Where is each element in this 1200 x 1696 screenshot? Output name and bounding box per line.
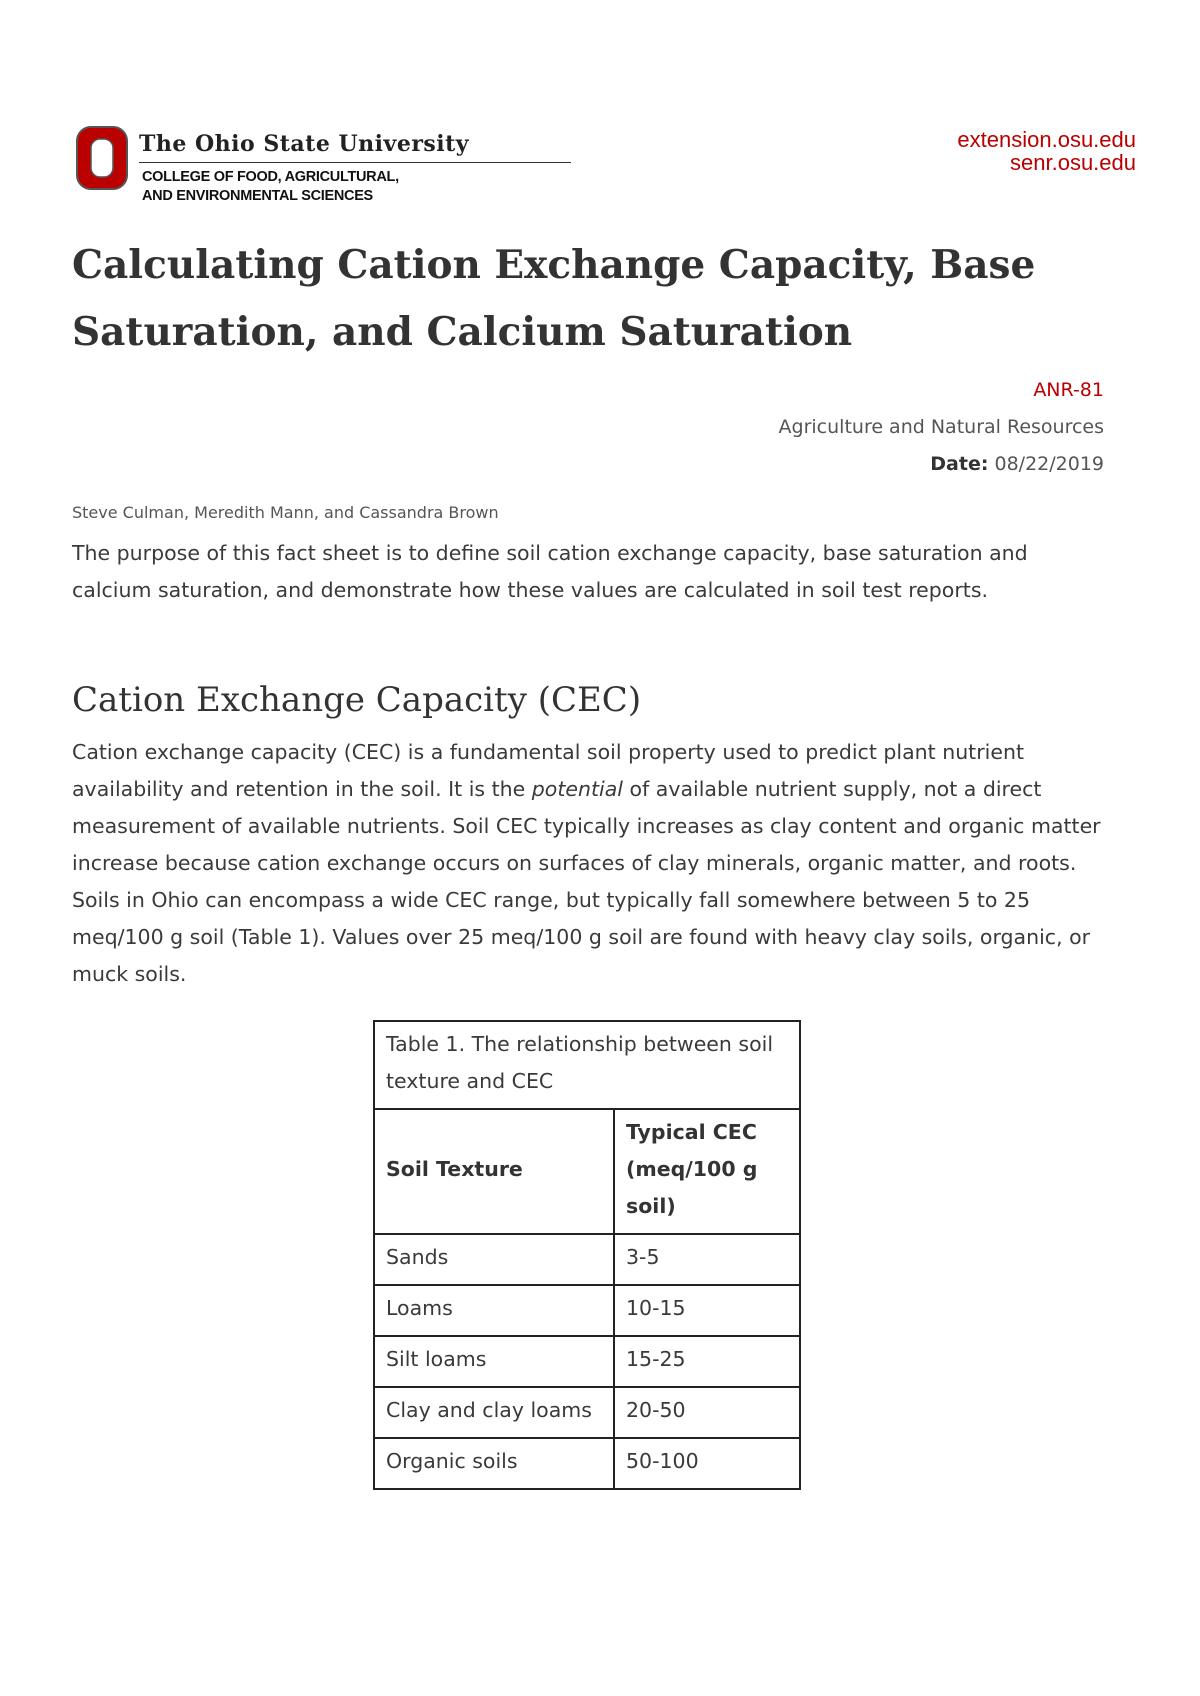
cell-typical-cec: 20-50: [614, 1387, 800, 1438]
page-title: Calculating Cation Exchange Capacity, Base Saturation, and Calcium Saturation: [72, 242, 1036, 355]
table-header-row: [374, 1109, 800, 1234]
section-heading: Cation Exchange Capacity (CEC): [72, 680, 642, 720]
university-name: The Ohio State University: [139, 131, 470, 157]
logo-divider: [139, 162, 571, 163]
publication-meta: [779, 372, 1104, 483]
cell-soil-texture: Silt loams: [374, 1336, 614, 1387]
date-label: Date:: [930, 453, 989, 475]
page-header: [76, 126, 1136, 210]
cell-typical-cec: 3-5: [614, 1234, 800, 1285]
table-caption-row: [374, 1021, 800, 1109]
column-header-typical-cec: Typical CEC (meq/100 g soil): [614, 1109, 800, 1234]
cec-paragraph: Cation exchange capacity (CEC) is a fundamental soil property used to predict plant nutrient availability and retention in the soil. It is the potential of available nutrient supply, not a direct measurement of available nutrients. Soil CEC typically increases as clay content and organic matter increase because cation exchange occurs on surfaces of clay minerals, organic matter, and roots. Soils in Ohio can encompass a wide CEC range, but typically fall somewhere between 5 to 25 meq/100 g soil (Table 1). Values over 25 meq/100 g soil are found with heavy clay soils, organic, or muck soils.: [72, 740, 1101, 986]
table-row: [374, 1234, 800, 1285]
program-name: Agriculture and Natural Resources: [778, 416, 1104, 438]
cell-soil-texture: Organic soils: [374, 1438, 614, 1489]
table-row: [374, 1285, 800, 1336]
extension-link[interactable]: extension.osu.edu: [957, 127, 1136, 152]
osu-logo[interactable]: [76, 126, 496, 210]
cell-typical-cec: 50-100: [614, 1438, 800, 1489]
publication-code: ANR-81: [1033, 379, 1104, 401]
college-name: COLLEGE OF FOOD, AGRICULTURAL, AND ENVIRONMENTAL SCIENCES: [142, 169, 399, 204]
emphasis-potential: potential: [531, 777, 623, 801]
column-header-soil-texture: Soil Texture: [374, 1109, 614, 1234]
authors: Steve Culman, Meredith Mann, and Cassandra Brown: [72, 503, 499, 522]
table-row: [374, 1336, 800, 1387]
table-caption: Table 1. The relationship between soil texture and CEC: [374, 1021, 800, 1109]
cell-typical-cec: 15-25: [614, 1336, 800, 1387]
senr-link[interactable]: senr.osu.edu: [1010, 150, 1136, 175]
cell-typical-cec: 10-15: [614, 1285, 800, 1336]
cec-table: [373, 1020, 801, 1490]
table-row: [374, 1438, 800, 1489]
block-o-icon: [76, 126, 128, 190]
cell-soil-texture: Loams: [374, 1285, 614, 1336]
date-value: 08/22/2019: [994, 453, 1104, 475]
publication-date: [779, 446, 1104, 483]
site-links: [957, 128, 1136, 174]
intro-paragraph: The purpose of this fact sheet is to define soil cation exchange capacity, base saturation and calcium saturation, and demonstrate how these values are calculated in soil test reports.: [72, 541, 1028, 602]
cell-soil-texture: Clay and clay loams: [374, 1387, 614, 1438]
table-row: [374, 1387, 800, 1438]
cell-soil-texture: Sands: [374, 1234, 614, 1285]
